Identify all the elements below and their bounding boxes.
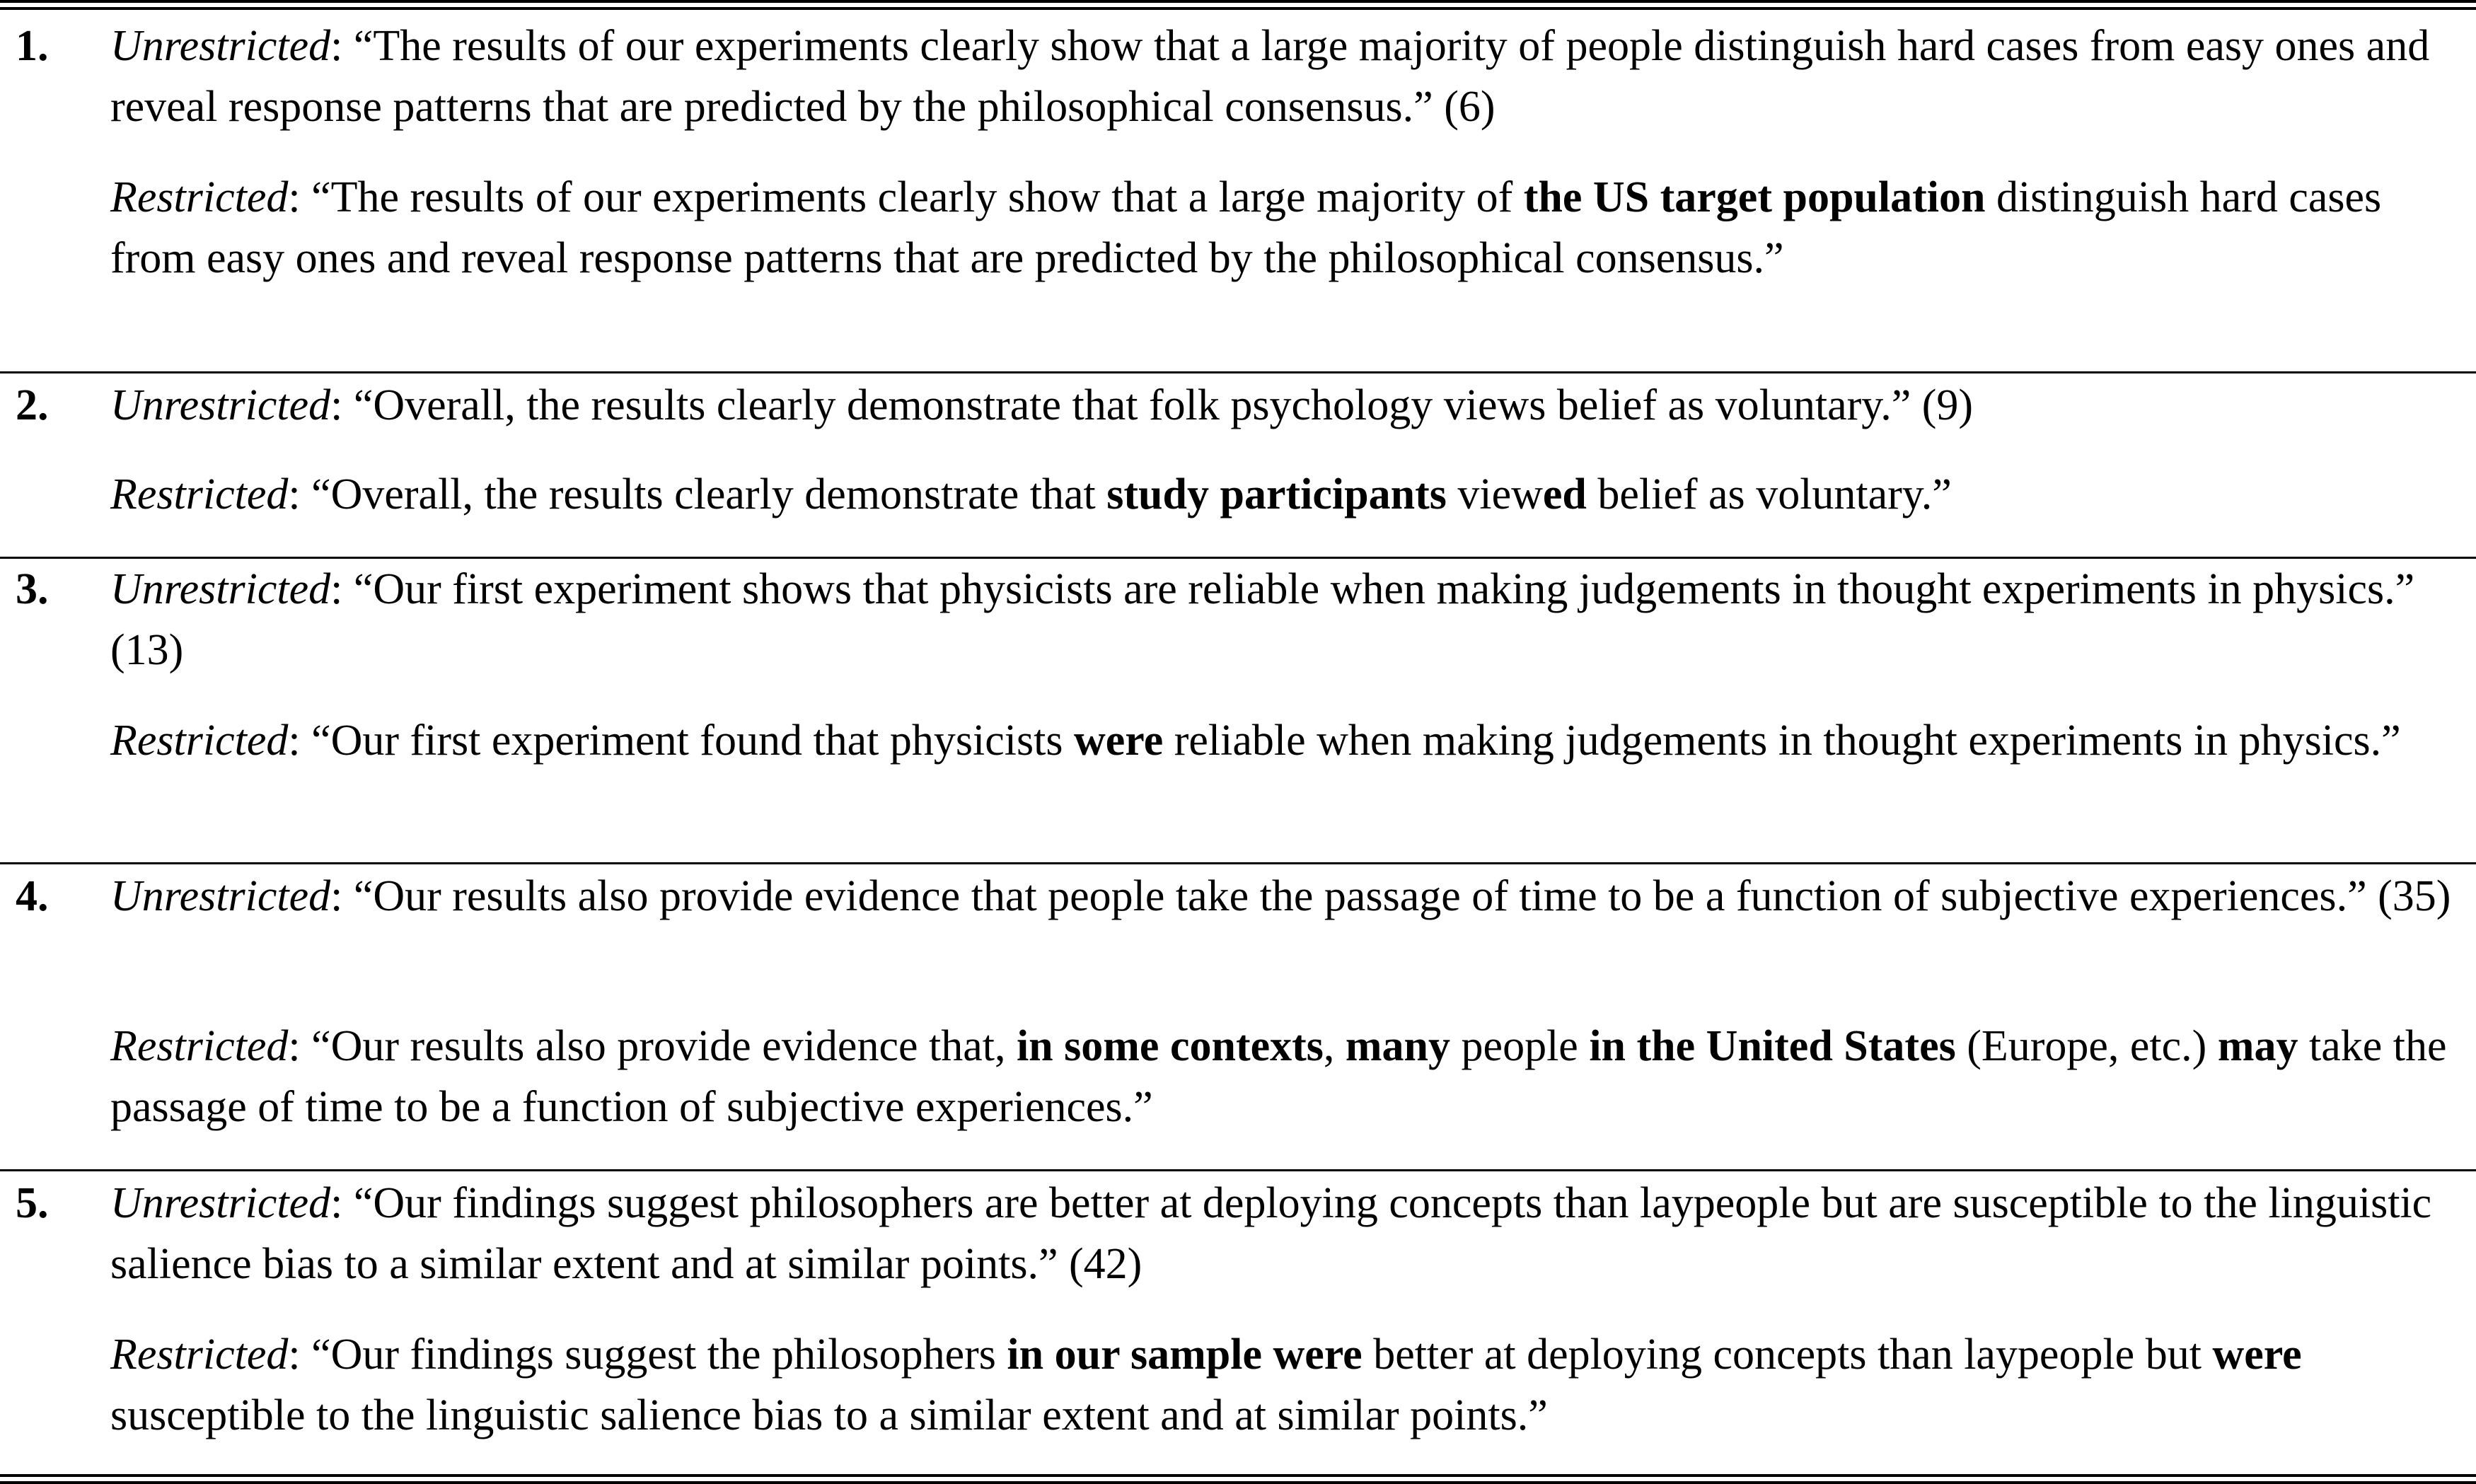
unrestricted-text: : “Our findings suggest philosophers are better at deploying concepts than laypeople but are susceptible to the linguistic salience bias to a similar extent and at similar points.” (42) [110,1179,2432,1288]
row-number: 5. [16,1179,49,1227]
table-row-2 [0,373,2476,559]
text-run: : “Our findings suggest the philosophers [288,1331,1007,1379]
restricted-statement [110,710,2466,771]
emphasized-phrase: were [2212,1331,2302,1379]
text-run: : “Overall, the results clearly demonstrate that [288,470,1107,518]
text-run: belief as voluntary.” [1586,470,1952,518]
unrestricted-statement [110,866,2466,927]
restricted-label: Restricted [110,1022,289,1070]
unrestricted-text: : “Our first experiment shows that physicists are reliable when making judgements in thought experiments in physics.” (13) [110,565,2415,674]
restricted-label: Restricted [110,1331,289,1379]
text-run: distinguish hard cases from easy ones and reveal response patterns that are predicted by the philosophical consensus.” [110,173,2382,282]
unrestricted-text: : “Overall, the results clearly demonstrate that folk psychology views belief as voluntary.” (9) [330,381,1974,429]
text-run: : “Our first experiment found that physicists [288,717,1074,765]
table-row-5 [0,1171,2476,1474]
restricted-statement [110,1324,2466,1446]
unrestricted-statement [110,559,2466,680]
restricted-label: Restricted [110,470,289,518]
emphasized-phrase: were [1074,717,1164,765]
unrestricted-statement [110,375,2466,436]
unrestricted-text: : “The results of our experiments clearly show that a large majority of people distinguish hard cases from easy ones and reveal response patterns that are predicted by the philosophical consensus.” (6) [110,22,2430,131]
restricted-text [110,1022,2446,1131]
row-number: 4. [16,872,49,920]
restricted-text [110,173,2381,282]
text-run: : “Our results also provide evidence that, [288,1022,1017,1070]
restricted-label: Restricted [110,717,289,765]
restricted-text [288,717,2400,765]
unrestricted-statement [110,1173,2466,1294]
text-run: better at deploying concepts than laypeople but [1362,1331,2213,1379]
unrestricted-label: Unrestricted [110,872,331,920]
restricted-label: Restricted [110,173,289,221]
table-top-rule [0,0,2476,10]
unrestricted-label: Unrestricted [110,565,331,613]
text-run: view [1446,470,1543,518]
table-row-3 [0,559,2476,864]
restricted-text [110,1331,2302,1439]
unrestricted-label: Unrestricted [110,22,331,70]
row-number: 1. [16,22,49,70]
restricted-statement [110,167,2466,289]
text-run: reliable when making judgements in thought experiments in physics.” [1163,717,2401,765]
emphasized-phrase: in our sample were [1007,1331,1363,1379]
table-bottom-rule [0,1474,2476,1484]
emphasized-phrase: ed [1542,470,1587,518]
emphasized-phrase: study participants [1106,470,1447,518]
restricted-statement [110,1016,2466,1137]
emphasized-phrase: may [2217,1022,2298,1070]
emphasized-phrase: many [1345,1022,1451,1070]
restricted-statement [110,464,2466,525]
row-number: 2. [16,381,49,429]
emphasized-phrase: in the United States [1589,1022,1956,1070]
emphasized-phrase: in some contexts [1016,1022,1324,1070]
text-run: take the passage of time to be a function of subjective experiences.” [110,1022,2447,1131]
row-number: 3. [16,565,49,613]
unrestricted-text: : “Our results also provide evidence that people take the passage of time to be a function of subjective experiences.” (35) [330,872,2451,920]
text-run: susceptible to the linguistic salience bias to a similar extent and at similar points.” [110,1391,1548,1439]
unrestricted-statement [110,16,2466,137]
unrestricted-label: Unrestricted [110,381,331,429]
restricted-text [288,470,1951,518]
unrestricted-label: Unrestricted [110,1179,331,1227]
table-row-1 [0,10,2476,373]
table-row-4 [0,864,2476,1171]
text-run: : “The results of our experiments clearly show that a large majority of [288,173,1524,221]
text-run: (Europe, etc.) [1955,1022,2218,1070]
emphasized-phrase: the US target population [1523,173,1986,221]
text-run: people [1450,1022,1590,1070]
text-run: , [1323,1022,1346,1070]
